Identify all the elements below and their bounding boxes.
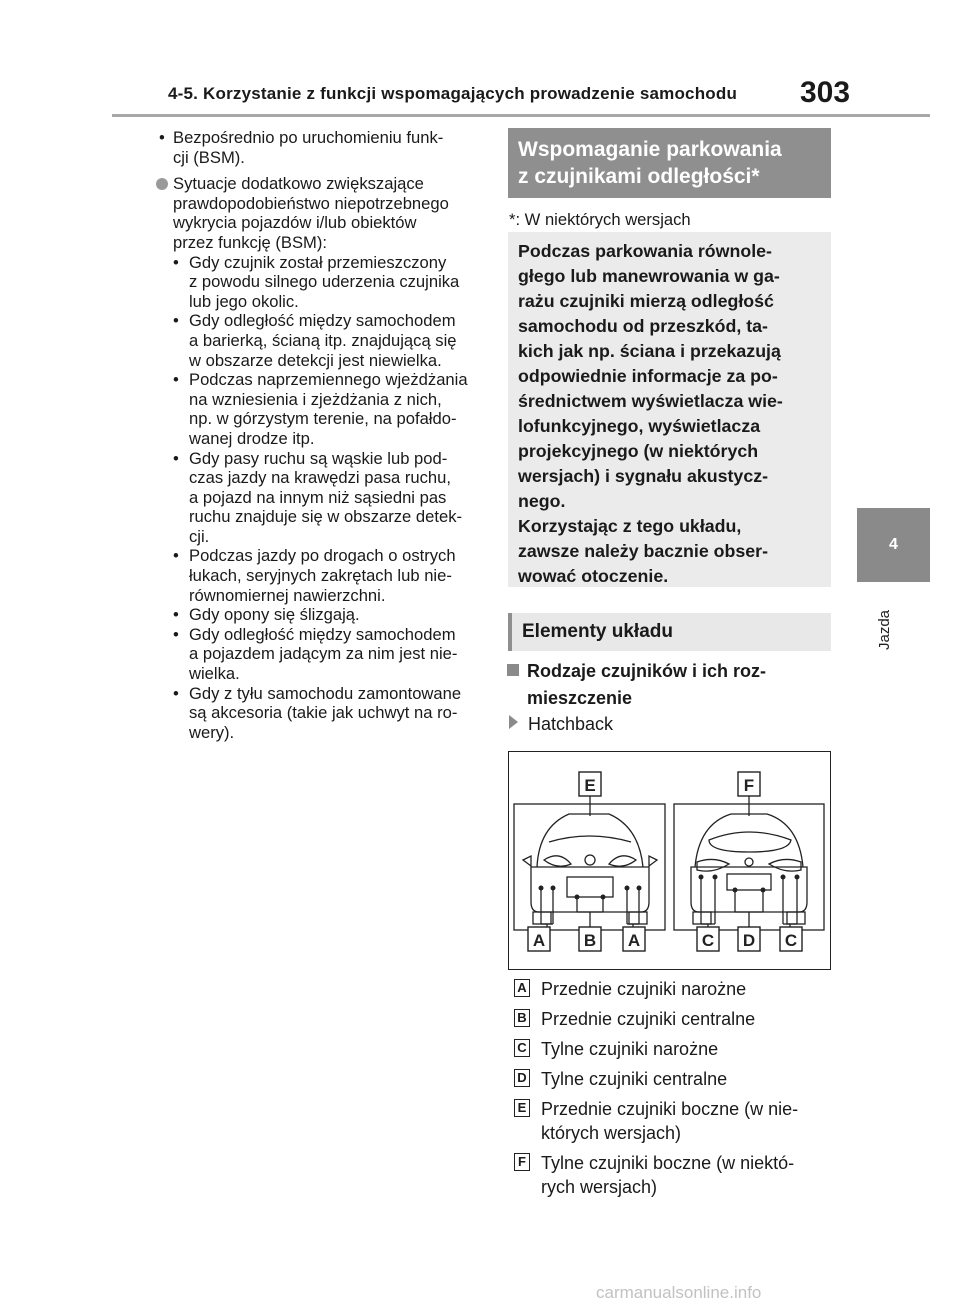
condition-item xyxy=(173,546,479,605)
line: Gdy czujnik został przemieszczony xyxy=(189,252,447,272)
condition-item xyxy=(173,253,479,312)
condition-item xyxy=(173,370,479,448)
line: wanej drodze itp. xyxy=(189,428,315,448)
diagram-label-f: F xyxy=(743,776,755,795)
condition-item xyxy=(173,605,479,625)
line: równomiernej nawierzchni. xyxy=(189,585,386,605)
rear-car-icon xyxy=(691,814,807,924)
line: Podczas jazdy po drogach o ostrych xyxy=(189,546,456,566)
page-number: 303 xyxy=(800,76,851,109)
parking-assist-heading xyxy=(508,128,831,198)
diagram-label-c-right: C xyxy=(784,931,798,950)
footnote: *: W niektórych wersjach xyxy=(509,210,691,229)
chapter-number: 4 xyxy=(889,536,898,553)
info-line: zawsze należy bacznie obser- xyxy=(518,541,769,561)
line: lub jego okolic. xyxy=(189,291,299,311)
line: na wzniesienia i zjeżdżania z nich, xyxy=(189,389,442,409)
line: Bezpośrednio po uruchomieniu funk- xyxy=(173,128,444,147)
legend-letter-box: F xyxy=(514,1153,530,1171)
legend-item xyxy=(514,1097,834,1145)
legend-letter-box: C xyxy=(514,1039,530,1057)
line: z powodu silnego uderzenia czujnika xyxy=(189,272,460,292)
legend-item xyxy=(514,1067,834,1091)
line: wykrycia pojazdów i/lub obiektów xyxy=(173,213,417,233)
legend-text: Tylne czujniki boczne (w niektó- xyxy=(541,1153,795,1173)
line: czas jazdy na krawędzi pasa ruchu, xyxy=(189,468,451,488)
info-line: średnictwem wyświetlacza wie- xyxy=(518,391,783,411)
line: są akcesoria (takie jak uchwyt na ro- xyxy=(189,703,458,723)
heading-line: Wspomaganie parkowania xyxy=(518,138,782,161)
conditions-block xyxy=(157,174,479,742)
diagram-label-a-left: A xyxy=(532,931,546,950)
line: a pojazd na innym niż sąsiedni pas xyxy=(189,487,447,507)
bullet-icon: • xyxy=(173,252,179,272)
legend-text: Przednie czujniki narożne xyxy=(541,979,747,999)
condition-item xyxy=(173,625,479,684)
bullet-icon: • xyxy=(173,605,179,625)
info-line: lofunkcyjnego, wyświetlacza xyxy=(518,416,761,436)
left-column xyxy=(157,128,479,742)
section-title: 4-5. Korzystanie z funkcji wspomagających prowadzenie samochodu xyxy=(168,84,738,103)
line: prawdopodobieństwo niepotrzebnego xyxy=(173,193,449,213)
variant-label xyxy=(509,712,613,736)
sensor-diagram xyxy=(508,751,831,970)
bullet-icon: • xyxy=(173,311,179,331)
legend-text: Przednie czujniki centralne xyxy=(541,1009,756,1029)
condition-item xyxy=(173,311,479,370)
line: Gdy opony się ślizgają. xyxy=(189,605,360,625)
variant-text: Hatchback xyxy=(528,714,614,734)
heading-line: z czujnikami odległości* xyxy=(518,165,760,188)
front-car-icon xyxy=(523,814,657,924)
legend-item xyxy=(514,1037,834,1061)
legend-text: Tylne czujniki centralne xyxy=(541,1069,728,1089)
line: cji (BSM). xyxy=(173,147,245,167)
bullet-icon: • xyxy=(173,546,179,566)
sensor-legend xyxy=(514,977,834,1205)
info-line: odpowiednie informacje za po- xyxy=(518,366,778,386)
legend-text: rych wersjach) xyxy=(541,1177,658,1197)
circle-bullet-icon xyxy=(156,178,168,190)
info-line: rażu czujniki mierzą odległość xyxy=(518,291,774,311)
info-line: Podczas parkowania równole- xyxy=(518,241,772,261)
diagram-label-c-left: C xyxy=(701,931,715,950)
line: ruchu znajduje się w obszarze detek- xyxy=(189,507,463,527)
line: a barierką, ścianą itp. znajdującą się xyxy=(189,330,457,350)
bullet-icon: • xyxy=(173,448,179,468)
line: Sytuacje dodatkowo zwiększające xyxy=(173,174,424,194)
line: wielka. xyxy=(189,664,240,684)
bullet-icon: • xyxy=(173,683,179,703)
diagram-label-e: E xyxy=(584,776,596,795)
line: Gdy z tyłu samochodu zamontowane xyxy=(189,683,462,703)
chapter-label: Jazda xyxy=(876,609,893,650)
line: Gdy odległość między samochodem xyxy=(189,311,456,331)
sensor-types-subheading xyxy=(507,658,827,712)
triangle-bullet-icon xyxy=(509,715,518,729)
diagram-label-d: D xyxy=(742,931,756,950)
info-box xyxy=(508,232,831,587)
info-line: samochodu od przeszkód, ta- xyxy=(518,316,768,336)
legend-letter-box: D xyxy=(514,1069,530,1087)
square-bullet-icon xyxy=(507,664,519,676)
line: cji. xyxy=(189,526,210,546)
line: Gdy odległość między samochodem xyxy=(189,624,456,644)
elements-heading: Elementy układu xyxy=(508,613,831,651)
legend-text: których wersjach) xyxy=(541,1123,682,1143)
legend-letter-box: B xyxy=(514,1009,530,1027)
line: przez funkcję (BSM): xyxy=(173,232,327,252)
condition-item xyxy=(173,684,479,743)
legend-letter-box: A xyxy=(514,979,530,997)
subheading-line: Rodzaje czujników i ich roz- xyxy=(527,661,767,681)
info-line: kich jak np. ściana i przekazują xyxy=(518,341,781,361)
chapter-tab[interactable] xyxy=(857,508,930,582)
top-item xyxy=(157,128,479,167)
info-line: nego. xyxy=(518,491,566,511)
diagram-label-a-right: A xyxy=(627,931,641,950)
legend-item xyxy=(514,977,834,1001)
legend-item xyxy=(514,1007,834,1031)
watermark: carmanualsonline.info xyxy=(596,1283,762,1302)
bullet-icon: • xyxy=(173,624,179,644)
line: np. w górzystym terenie, na pofałdo- xyxy=(189,409,457,429)
info-line: wersjach) i sygnału akustycz- xyxy=(518,466,769,486)
legend-text: Przednie czujniki boczne (w nie- xyxy=(541,1099,799,1119)
info-line: wować otoczenie. xyxy=(518,566,669,586)
info-line: projekcyjnego (w niektórych xyxy=(518,441,759,461)
info-line: Korzystając z tego układu, xyxy=(518,516,742,536)
subheading-line: mieszczenie xyxy=(527,688,633,708)
legend-item xyxy=(514,1151,834,1199)
legend-text: Tylne czujniki narożne xyxy=(541,1039,719,1059)
line: a pojazdem jadącym za nim jest nie- xyxy=(189,644,458,664)
legend-letter-box: E xyxy=(514,1099,530,1117)
diagram-label-b: B xyxy=(583,931,597,950)
header-rule xyxy=(112,114,930,117)
info-line: głego lub manewrowania w ga- xyxy=(518,266,780,286)
bullet-icon: • xyxy=(159,128,165,147)
line: Gdy pasy ruchu są wąskie lub pod- xyxy=(189,448,448,468)
condition-list xyxy=(173,253,479,743)
line: wery). xyxy=(189,722,235,742)
car-diagram-svg xyxy=(509,752,829,968)
line: w obszarze detekcji jest niewielka. xyxy=(189,350,442,370)
bullet-icon: • xyxy=(173,370,179,390)
line: Podczas naprzemiennego wjeżdżania xyxy=(189,370,468,390)
condition-item xyxy=(173,449,479,547)
line: łukach, seryjnych zakrętach lub nie- xyxy=(189,566,452,586)
